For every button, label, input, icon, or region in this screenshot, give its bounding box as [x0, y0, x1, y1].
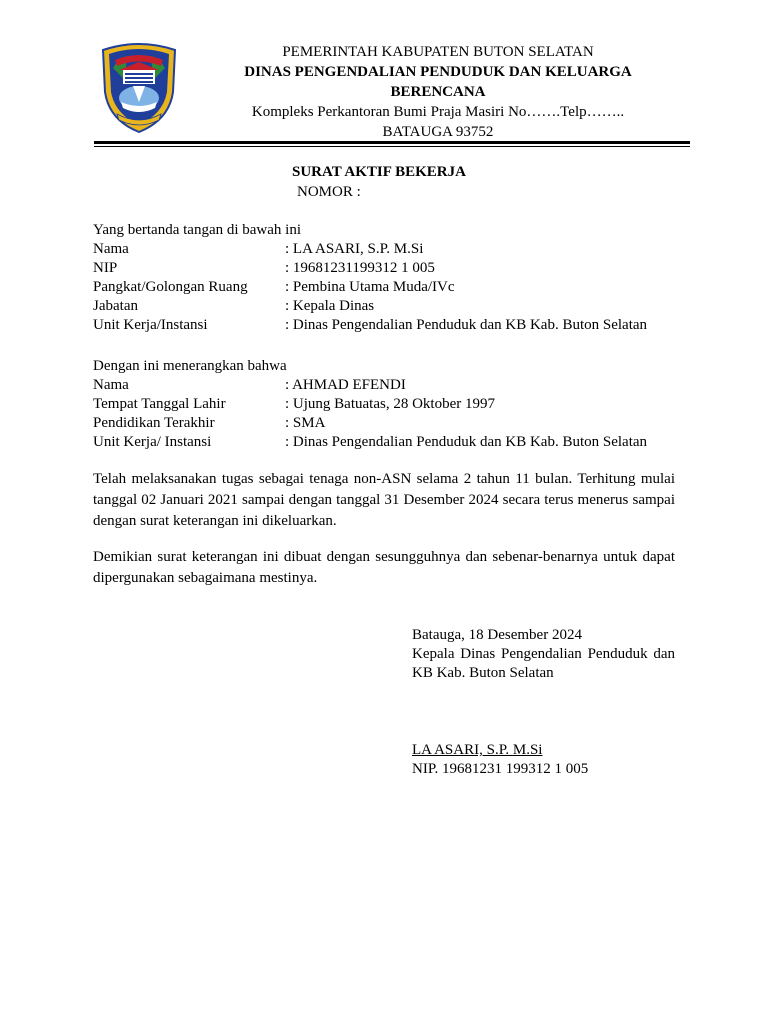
- subject-row: [93, 414, 675, 433]
- agency-name-line1: DINAS PENGENDALIAN PENDUDUK DAN KELUARGA: [244, 64, 632, 80]
- agency-city-postcode: BATAUGA 93752: [382, 124, 494, 140]
- signatory-name: LA ASARI, S.P. M.Si: [412, 742, 543, 758]
- subject-section: [93, 357, 675, 452]
- field-label: Unit Kerja/ Instansi: [93, 434, 212, 450]
- field-value: : LA ASARI, S.P. M.Si: [285, 241, 424, 257]
- agency-name-line2: BERENCANA: [390, 84, 486, 100]
- subject-intro: Dengan ini menerangkan bahwa: [93, 358, 287, 374]
- regency-emblem-icon: [97, 40, 181, 136]
- field-label: Tempat Tanggal Lahir: [93, 396, 226, 412]
- field-label: Pendidikan Terakhir: [93, 415, 215, 431]
- field-value: : Pembina Utama Muda/IVc: [285, 279, 455, 295]
- field-label: Pangkat/Golongan Ruang: [93, 279, 248, 295]
- field-label: NIP: [93, 260, 118, 276]
- subject-row: [93, 376, 675, 395]
- letterhead-divider-thick: [94, 141, 690, 144]
- signer-row: [93, 240, 675, 259]
- letter-title: SURAT AKTIF BEKERJA: [292, 164, 466, 180]
- signer-row: [93, 297, 675, 316]
- field-value: : Kepala Dinas: [285, 298, 375, 314]
- letterhead: [210, 42, 666, 142]
- field-label: Nama: [93, 241, 129, 257]
- signature-name-block: [412, 741, 675, 779]
- government-name: PEMERINTAH KABUPATEN BUTON SELATAN: [282, 44, 594, 60]
- signer-row: [93, 259, 675, 278]
- field-label: Unit Kerja/Instansi: [93, 317, 208, 333]
- body-paragraph-2: Demikian surat keterangan ini dibuat dengan sesungguhnya dan sebenar-benarnya untuk dapat dipergunakan sebagaimana mestinya.: [93, 549, 675, 586]
- signatory-nip: NIP. 19681231 199312 1 005: [412, 761, 589, 777]
- field-label: Jabatan: [93, 298, 138, 314]
- signer-section: [93, 221, 675, 335]
- field-value: : Dinas Pengendalian Penduduk dan KB Kab. Buton Selatan: [285, 317, 648, 333]
- signature-position: Kepala Dinas Pengendalian Penduduk dan KB Kab. Buton Selatan: [412, 646, 675, 681]
- field-value: : 19681231199312 1 005: [285, 260, 435, 276]
- signer-intro: Yang bertanda tangan di bawah ini: [93, 222, 302, 238]
- signer-row: [93, 278, 675, 297]
- field-label: Nama: [93, 377, 129, 393]
- field-value: : SMA: [285, 415, 326, 431]
- signature-block: [412, 626, 675, 683]
- letterhead-divider-thin: [94, 146, 690, 147]
- body-paragraph-1: Telah melaksanakan tugas sebagai tenaga non-ASN selama 2 tahun 11 bulan. Terhitung mulai tanggal 02 Januari 2021 sampai dengan tanggal 31 Desember 2024 secara terus menerus sampai dengan surat keterangan ini dikeluarkan.: [93, 471, 675, 529]
- subject-row: [93, 395, 675, 414]
- agency-address: Kompleks Perkantoran Bumi Praja Masiri No…….Telp……..: [251, 104, 625, 120]
- field-value: : AHMAD EFENDI: [285, 377, 406, 393]
- signature-place-date: Batauga, 18 Desember 2024: [412, 627, 582, 643]
- letter-number: NOMOR :: [297, 184, 361, 200]
- field-value: : Dinas Pengendalian Penduduk dan KB Kab. Buton Selatan: [285, 434, 648, 450]
- field-value: : Ujung Batuatas, 28 Oktober 1997: [285, 396, 495, 412]
- signer-row: [93, 316, 675, 335]
- subject-row: [93, 433, 675, 452]
